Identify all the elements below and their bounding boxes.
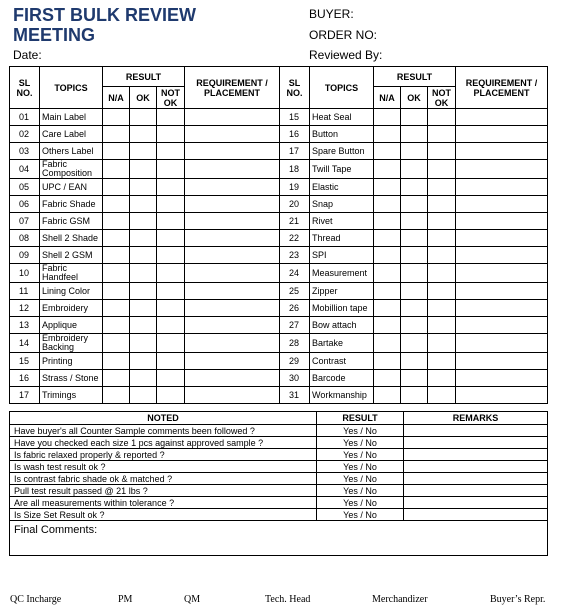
na-cell[interactable] — [374, 370, 401, 387]
na-cell[interactable] — [374, 300, 401, 317]
requirement-cell[interactable] — [185, 370, 280, 387]
ok-cell[interactable] — [401, 213, 428, 230]
not-ok-header: NOT OK — [157, 87, 185, 109]
na-cell[interactable] — [374, 160, 401, 179]
na-cell[interactable] — [103, 264, 130, 283]
topic-cell: Fabric GSM — [40, 213, 103, 230]
na-cell[interactable] — [103, 387, 130, 404]
not-ok-cell[interactable] — [157, 353, 185, 370]
requirement-cell[interactable] — [456, 353, 548, 370]
not-ok-cell[interactable] — [157, 264, 185, 283]
sl-no-cell: 10 — [10, 264, 40, 283]
not-ok-cell[interactable] — [157, 387, 185, 404]
remarks-cell[interactable] — [404, 437, 548, 449]
na-cell[interactable] — [103, 247, 130, 264]
ok-cell[interactable] — [130, 109, 157, 126]
na-cell[interactable] — [103, 283, 130, 300]
not-ok-cell[interactable] — [157, 213, 185, 230]
sl-no-cell: 18 — [280, 160, 310, 179]
sl-no-cell: 30 — [280, 370, 310, 387]
page-title — [13, 5, 196, 45]
requirement-cell[interactable] — [456, 179, 548, 196]
ok-cell[interactable] — [401, 247, 428, 264]
requirement-cell[interactable] — [456, 387, 548, 404]
not-ok-cell[interactable] — [157, 300, 185, 317]
topic-cell: Fabric Handfeel — [40, 264, 103, 283]
table-row — [10, 387, 548, 404]
ok-header: OK — [401, 87, 428, 109]
sl-no-cell: 03 — [10, 143, 40, 160]
table-row — [10, 160, 548, 179]
signature-label: QM — [184, 594, 201, 605]
yes-no-cell[interactable]: Yes / No — [317, 425, 404, 437]
ok-cell[interactable] — [401, 370, 428, 387]
na-cell[interactable] — [103, 213, 130, 230]
not-ok-cell[interactable] — [428, 334, 456, 353]
not-ok-cell[interactable] — [428, 230, 456, 247]
topic-cell: Strass / Stone — [40, 370, 103, 387]
not-ok-cell[interactable] — [428, 109, 456, 126]
topic-cell: Bow attach — [310, 317, 374, 334]
remarks-header: REMARKS — [404, 412, 548, 425]
requirement-cell[interactable] — [456, 317, 548, 334]
ok-cell[interactable] — [130, 143, 157, 160]
topics-header: TOPICS — [40, 67, 103, 109]
not-ok-cell[interactable] — [157, 317, 185, 334]
ok-header: OK — [130, 87, 157, 109]
sl-no-cell: 04 — [10, 160, 40, 179]
ok-cell[interactable] — [130, 160, 157, 179]
topics-table — [9, 66, 548, 404]
ok-cell[interactable] — [401, 387, 428, 404]
title-line-2: MEETING — [13, 25, 96, 45]
ok-cell[interactable] — [401, 264, 428, 283]
table-row — [10, 300, 548, 317]
remarks-cell[interactable] — [404, 461, 548, 473]
not-ok-header: NOT OK — [428, 87, 456, 109]
sl-no-cell: 15 — [280, 109, 310, 126]
topic-cell: Care Label — [40, 126, 103, 143]
sl-no-header: SL NO. — [10, 67, 40, 109]
topic-cell: Thread — [310, 230, 374, 247]
requirement-cell[interactable] — [185, 126, 280, 143]
not-ok-cell[interactable] — [428, 126, 456, 143]
requirement-cell[interactable] — [185, 387, 280, 404]
table-row — [10, 370, 548, 387]
requirement-cell[interactable] — [456, 283, 548, 300]
requirement-cell[interactable] — [185, 109, 280, 126]
sl-no-cell: 13 — [10, 317, 40, 334]
na-cell[interactable] — [374, 334, 401, 353]
topic-cell: Main Label — [40, 109, 103, 126]
na-cell[interactable] — [374, 353, 401, 370]
not-ok-cell[interactable] — [428, 213, 456, 230]
ok-cell[interactable] — [130, 126, 157, 143]
ok-cell[interactable] — [130, 300, 157, 317]
not-ok-cell[interactable] — [428, 317, 456, 334]
sl-no-cell: 31 — [280, 387, 310, 404]
requirement-cell[interactable] — [456, 160, 548, 179]
topic-cell: Embroidery — [40, 300, 103, 317]
requirement-cell[interactable] — [456, 230, 548, 247]
ok-cell[interactable] — [401, 283, 428, 300]
table-row — [10, 497, 548, 509]
table-row — [10, 473, 548, 485]
sl-no-cell: 11 — [10, 283, 40, 300]
na-cell[interactable] — [103, 300, 130, 317]
remarks-cell[interactable] — [404, 485, 548, 497]
na-cell[interactable] — [103, 334, 130, 353]
not-ok-cell[interactable] — [428, 247, 456, 264]
table-row — [10, 283, 548, 300]
topic-cell: Measurement — [310, 264, 374, 283]
requirement-cell[interactable] — [456, 213, 548, 230]
na-cell[interactable] — [103, 370, 130, 387]
topic-cell: Barcode — [310, 370, 374, 387]
sl-no-cell: 08 — [10, 230, 40, 247]
not-ok-cell[interactable] — [157, 283, 185, 300]
remarks-cell[interactable] — [404, 449, 548, 461]
yes-no-cell[interactable]: Yes / No — [317, 509, 404, 521]
sl-no-cell: 06 — [10, 196, 40, 213]
table-row — [10, 143, 548, 160]
sl-no-cell: 16 — [280, 126, 310, 143]
na-cell[interactable] — [374, 143, 401, 160]
topic-cell: UPC / EAN — [40, 179, 103, 196]
topic-cell: SPI — [310, 247, 374, 264]
buyer-label: BUYER: — [309, 7, 354, 21]
checklist-question: Is contrast fabric shade ok & matched ? — [10, 473, 317, 485]
ok-cell[interactable] — [130, 387, 157, 404]
na-cell[interactable] — [103, 179, 130, 196]
topic-cell: Workmanship — [310, 387, 374, 404]
requirement-cell[interactable] — [456, 196, 548, 213]
na-cell[interactable] — [374, 109, 401, 126]
not-ok-cell[interactable] — [157, 247, 185, 264]
signature-label: Tech. Head — [265, 594, 311, 605]
not-ok-cell[interactable] — [428, 179, 456, 196]
na-cell[interactable] — [103, 353, 130, 370]
sl-no-cell: 12 — [10, 300, 40, 317]
sl-no-cell: 16 — [10, 370, 40, 387]
ok-cell[interactable] — [130, 179, 157, 196]
requirement-cell[interactable] — [185, 247, 280, 264]
na-cell[interactable] — [374, 317, 401, 334]
sl-no-cell: 20 — [280, 196, 310, 213]
signature-row — [0, 594, 562, 608]
na-cell[interactable] — [374, 387, 401, 404]
ok-cell[interactable] — [401, 353, 428, 370]
order-no-label: ORDER NO: — [309, 28, 378, 42]
table-row — [10, 264, 548, 283]
notes-result-header: RESULT — [317, 412, 404, 425]
ok-cell[interactable] — [401, 300, 428, 317]
checklist-question: Is wash test result ok ? — [10, 461, 317, 473]
table-row — [10, 126, 548, 143]
yes-no-cell[interactable]: Yes / No — [317, 473, 404, 485]
topic-cell: Bartake — [310, 334, 374, 353]
ok-cell[interactable] — [401, 196, 428, 213]
checklist-question: Have buyer's all Counter Sample comments been followed ? — [10, 425, 317, 437]
sl-no-cell: 21 — [280, 213, 310, 230]
topic-cell: Twill Tape — [310, 160, 374, 179]
not-ok-cell[interactable] — [428, 160, 456, 179]
checklist-question: Have you checked each size 1 pcs against approved sample ? — [10, 437, 317, 449]
topic-cell: Others Label — [40, 143, 103, 160]
not-ok-cell[interactable] — [157, 230, 185, 247]
not-ok-cell[interactable] — [428, 300, 456, 317]
requirement-cell[interactable] — [185, 283, 280, 300]
topics-header: TOPICS — [310, 67, 374, 109]
not-ok-cell[interactable] — [157, 143, 185, 160]
remarks-cell[interactable] — [404, 425, 548, 437]
sl-no-cell: 01 — [10, 109, 40, 126]
ok-cell[interactable] — [401, 179, 428, 196]
topic-cell: Contrast — [310, 353, 374, 370]
table-row — [10, 485, 548, 497]
requirement-cell[interactable] — [456, 126, 548, 143]
requirement-cell[interactable] — [185, 213, 280, 230]
requirement-header: REQUIREMENT / PLACEMENT — [456, 67, 548, 109]
table-row — [10, 247, 548, 264]
na-cell[interactable] — [103, 126, 130, 143]
topic-cell: Embroidery Backing — [40, 334, 103, 353]
not-ok-cell[interactable] — [157, 196, 185, 213]
topic-cell: Rivet — [310, 213, 374, 230]
title-line-1: FIRST BULK REVIEW — [13, 5, 196, 25]
na-cell[interactable] — [374, 196, 401, 213]
table-row — [10, 461, 548, 473]
na-cell[interactable] — [374, 179, 401, 196]
ok-cell[interactable] — [401, 334, 428, 353]
yes-no-cell[interactable]: Yes / No — [317, 449, 404, 461]
sl-no-cell: 28 — [280, 334, 310, 353]
topic-cell: Heat Seal — [310, 109, 374, 126]
requirement-cell[interactable] — [456, 247, 548, 264]
signature-label: Buyer’s Repr. — [490, 594, 546, 605]
ok-cell[interactable] — [130, 370, 157, 387]
table-row — [10, 437, 548, 449]
noted-header: NOTED — [10, 412, 317, 425]
na-cell[interactable] — [374, 126, 401, 143]
topic-cell: Applique — [40, 317, 103, 334]
not-ok-cell[interactable] — [428, 143, 456, 160]
requirement-cell[interactable] — [185, 353, 280, 370]
topic-cell: Zipper — [310, 283, 374, 300]
topic-cell: Snap — [310, 196, 374, 213]
sl-no-cell: 23 — [280, 247, 310, 264]
na-cell[interactable] — [103, 143, 130, 160]
yes-no-cell[interactable]: Yes / No — [317, 461, 404, 473]
requirement-header: REQUIREMENT / PLACEMENT — [185, 67, 280, 109]
notes-table — [9, 411, 548, 556]
not-ok-cell[interactable] — [157, 370, 185, 387]
result-header: RESULT — [103, 67, 185, 87]
topic-cell: Lining Color — [40, 283, 103, 300]
ok-cell[interactable] — [401, 317, 428, 334]
requirement-cell[interactable] — [185, 264, 280, 283]
sl-no-cell: 07 — [10, 213, 40, 230]
signature-label: QC Incharge — [10, 594, 62, 605]
topic-cell: Shell 2 GSM — [40, 247, 103, 264]
ok-cell[interactable] — [130, 317, 157, 334]
sl-no-cell: 24 — [280, 264, 310, 283]
signature-label: Merchandizer — [372, 594, 428, 605]
sl-no-cell: 15 — [10, 353, 40, 370]
reviewed-by-label: Reviewed By: — [309, 48, 383, 62]
checklist-question: Is Size Set Result ok ? — [10, 509, 317, 521]
table-row — [10, 213, 548, 230]
sl-no-cell: 27 — [280, 317, 310, 334]
sl-no-cell: 22 — [280, 230, 310, 247]
table-row — [10, 353, 548, 370]
not-ok-cell[interactable] — [428, 283, 456, 300]
not-ok-cell[interactable] — [428, 387, 456, 404]
table-row — [10, 425, 548, 437]
topic-cell: Shell 2 Shade — [40, 230, 103, 247]
checklist-question: Is fabric relaxed properly & reported ? — [10, 449, 317, 461]
not-ok-cell[interactable] — [428, 370, 456, 387]
final-comments[interactable]: Final Comments: — [10, 521, 548, 556]
date-label: Date: — [13, 48, 42, 62]
requirement-cell[interactable] — [456, 109, 548, 126]
not-ok-cell[interactable] — [157, 160, 185, 179]
table-row — [10, 109, 548, 126]
na-cell[interactable] — [103, 196, 130, 213]
topic-cell: Fabric Shade — [40, 196, 103, 213]
ok-cell[interactable] — [401, 126, 428, 143]
sl-no-cell: 19 — [280, 179, 310, 196]
yes-no-cell[interactable]: Yes / No — [317, 485, 404, 497]
table-row — [10, 196, 548, 213]
topic-cell: Printing — [40, 353, 103, 370]
remarks-cell[interactable] — [404, 509, 548, 521]
na-cell[interactable] — [374, 283, 401, 300]
not-ok-cell[interactable] — [157, 109, 185, 126]
requirement-cell[interactable] — [185, 334, 280, 353]
na-cell[interactable] — [374, 264, 401, 283]
na-cell[interactable] — [103, 160, 130, 179]
sl-no-header: SL NO. — [280, 67, 310, 109]
na-cell[interactable] — [374, 213, 401, 230]
requirement-cell[interactable] — [185, 230, 280, 247]
checklist-question: Are all measurements within tolerance ? — [10, 497, 317, 509]
ok-cell[interactable] — [401, 160, 428, 179]
yes-no-cell[interactable]: Yes / No — [317, 497, 404, 509]
requirement-cell[interactable] — [185, 196, 280, 213]
sl-no-cell: 29 — [280, 353, 310, 370]
sl-no-cell: 26 — [280, 300, 310, 317]
requirement-cell[interactable] — [456, 370, 548, 387]
ok-cell[interactable] — [401, 230, 428, 247]
signature-label: PM — [118, 594, 133, 605]
checklist-question: Pull test result passed @ 21 lbs ? — [10, 485, 317, 497]
requirement-cell[interactable] — [456, 334, 548, 353]
yes-no-cell[interactable]: Yes / No — [317, 437, 404, 449]
not-ok-cell[interactable] — [157, 179, 185, 196]
na-cell[interactable] — [103, 230, 130, 247]
na-cell[interactable] — [374, 247, 401, 264]
table-row — [10, 449, 548, 461]
table-row — [10, 230, 548, 247]
requirement-cell[interactable] — [185, 160, 280, 179]
ok-cell[interactable] — [401, 143, 428, 160]
ok-cell[interactable] — [130, 230, 157, 247]
requirement-cell[interactable] — [185, 300, 280, 317]
sl-no-cell: 17 — [280, 143, 310, 160]
topic-cell: Elastic — [310, 179, 374, 196]
sl-no-cell: 02 — [10, 126, 40, 143]
na-cell[interactable] — [103, 317, 130, 334]
result-header: RESULT — [374, 67, 456, 87]
table-row — [10, 317, 548, 334]
topic-cell: Button — [310, 126, 374, 143]
table-row — [10, 179, 548, 196]
na-header: N/A — [103, 87, 130, 109]
na-cell[interactable] — [374, 230, 401, 247]
sl-no-cell: 09 — [10, 247, 40, 264]
sl-no-cell: 25 — [280, 283, 310, 300]
requirement-cell[interactable] — [185, 179, 280, 196]
ok-cell[interactable] — [401, 109, 428, 126]
remarks-cell[interactable] — [404, 473, 548, 485]
remarks-cell[interactable] — [404, 497, 548, 509]
ok-cell[interactable] — [130, 247, 157, 264]
requirement-cell[interactable] — [456, 300, 548, 317]
topic-cell: Trimings — [40, 387, 103, 404]
not-ok-cell[interactable] — [157, 126, 185, 143]
topic-cell: Fabric Composition — [40, 160, 103, 179]
ok-cell[interactable] — [130, 264, 157, 283]
ok-cell[interactable] — [130, 213, 157, 230]
not-ok-cell[interactable] — [428, 353, 456, 370]
requirement-cell[interactable] — [456, 264, 548, 283]
ok-cell[interactable] — [130, 196, 157, 213]
na-cell[interactable] — [103, 109, 130, 126]
sl-no-cell: 05 — [10, 179, 40, 196]
ok-cell[interactable] — [130, 353, 157, 370]
requirement-cell[interactable] — [185, 317, 280, 334]
not-ok-cell[interactable] — [428, 264, 456, 283]
na-header: N/A — [374, 87, 401, 109]
ok-cell[interactable] — [130, 283, 157, 300]
not-ok-cell[interactable] — [157, 334, 185, 353]
table-row — [10, 509, 548, 521]
requirement-cell[interactable] — [185, 143, 280, 160]
sl-no-cell: 17 — [10, 387, 40, 404]
not-ok-cell[interactable] — [428, 196, 456, 213]
sl-no-cell: 14 — [10, 334, 40, 353]
ok-cell[interactable] — [130, 334, 157, 353]
table-row — [10, 334, 548, 353]
topic-cell: Spare Button — [310, 143, 374, 160]
topic-cell: Mobillion tape — [310, 300, 374, 317]
requirement-cell[interactable] — [456, 143, 548, 160]
